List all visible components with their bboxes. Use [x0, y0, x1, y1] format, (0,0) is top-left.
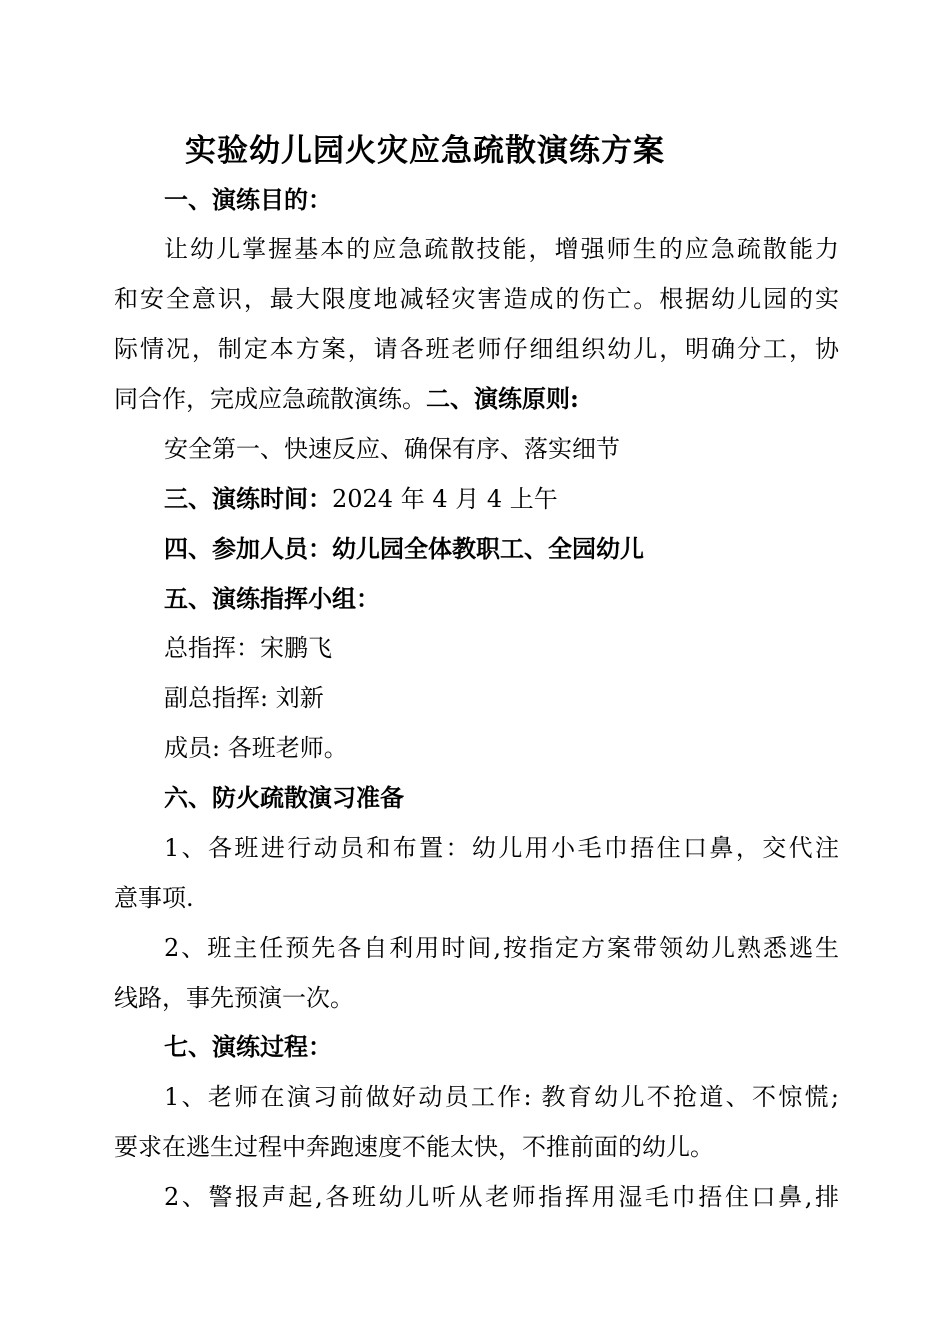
paragraph-line: 要求在逃生过程中奔跑速度不能太快，不推前面的幼儿。: [114, 1133, 714, 1161]
heading-command-group: 五、演练指挥小组：: [164, 584, 380, 613]
paragraph-text: 同合作，完成应急疏散演练。: [114, 385, 426, 413]
heading-time-line: [164, 474, 839, 524]
heading-process: 七、演练过程：: [164, 1032, 332, 1061]
paragraph-line: 意事项.: [114, 884, 194, 912]
heading-preparation: 六、防火疏散演习准备: [164, 783, 404, 812]
deputy-commander-line: 副总指挥: 刘新: [164, 684, 324, 712]
time-value: 2024 年 4 月 4 上午: [332, 485, 558, 513]
paragraph-line: 线路，事先预演一次。: [114, 984, 354, 1012]
paragraph-line: 让幼儿掌握基本的应急疏散技能，增强师生的应急疏散能力: [164, 235, 839, 263]
heading-time: 三、演练时间：: [164, 484, 332, 513]
paragraph-line: 1、各班进行动员和布置：幼儿用小毛巾捂住口鼻，交代注: [164, 834, 839, 862]
members-line: 成员: 各班老师。: [164, 734, 348, 762]
paragraph-principles: 安全第一、快速反应、确保有序、落实细节: [164, 435, 620, 463]
paragraph-line: 2、警报声起,各班幼儿听从老师指挥用湿毛巾捂住口鼻,排: [164, 1183, 839, 1211]
paragraph-line: 际情况，制定本方案，请各班老师仔细组织幼儿，明确分工，协: [114, 335, 839, 363]
paragraph-line: 和安全意识，最大限度地减轻灾害造成的伤亡。根据幼儿园的实: [114, 285, 839, 313]
commander-line: 总指挥：宋鹏飞: [164, 634, 332, 662]
heading-purpose: 一、演练目的：: [164, 185, 332, 214]
heading-principles: 二、演练原则:: [426, 384, 579, 413]
paragraph-line-with-heading: [114, 374, 839, 424]
heading-participants: 四、参加人员：幼儿园全体教职工、全园幼儿: [164, 534, 644, 563]
paragraph-line: 1、老师在演习前做好动员工作: 教育幼儿不抢道、不惊慌;: [164, 1083, 839, 1111]
document-title: 实验幼儿园火灾应急疏散演练方案: [185, 133, 665, 169]
paragraph-line: 2、班主任预先各自利用时间,按指定方案带领幼儿熟悉逃生: [164, 934, 839, 962]
